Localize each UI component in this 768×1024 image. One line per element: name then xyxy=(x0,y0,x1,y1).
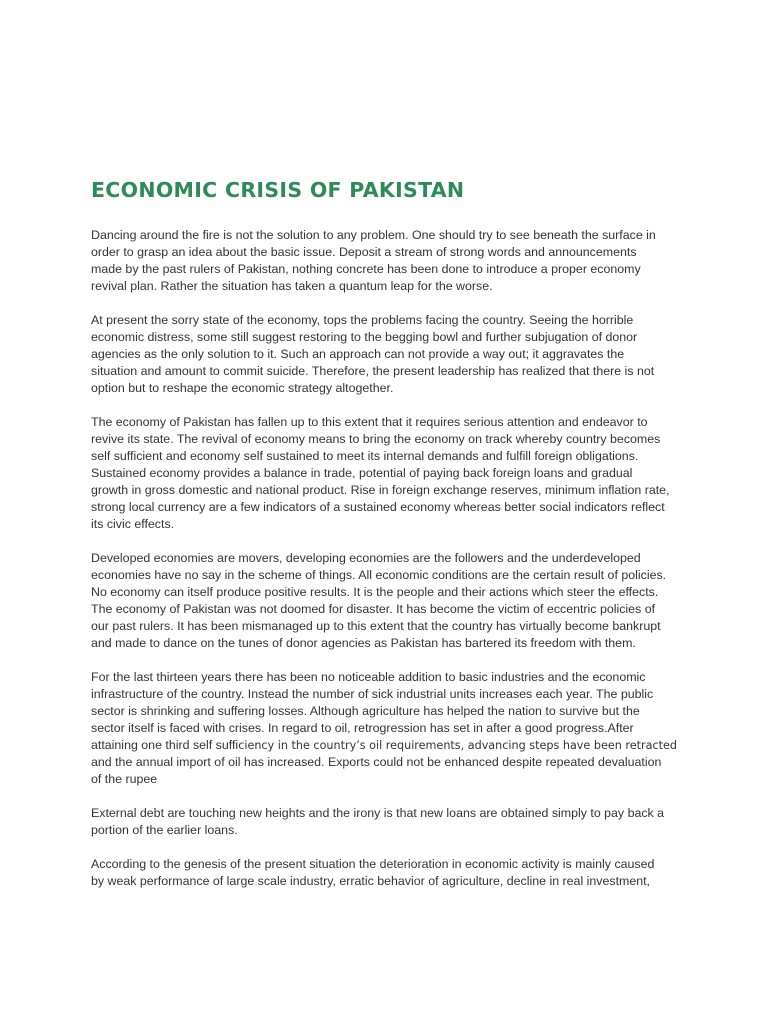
paragraph-2 xyxy=(91,312,681,397)
paragraph-7 xyxy=(91,856,681,890)
text-line: self sufficient and economy self sustained to meet its internal demands and fulfill foreign obligations. xyxy=(91,449,639,463)
text-line-mixed-font xyxy=(91,737,681,754)
document-title: ECONOMIC CRISIS OF PAKISTAN xyxy=(91,178,465,202)
text-line: strong local currency are a few indicators of a sustained economy whereas better social indicators reflect xyxy=(91,500,665,514)
text-line: No economy can itself produce positive results. It is the people and their actions which steer the effects. xyxy=(91,585,659,599)
text-line: our past rulers. It has been mismanaged up to this extent that the country has virtually become bankrupt xyxy=(91,619,661,633)
text-segment: attaining one third self suffi xyxy=(91,738,239,752)
text-line: by weak performance of large scale industry, erratic behavior of agriculture, decline in real investment, xyxy=(91,874,650,888)
text-line: At present the sorry state of the economy, tops the problems facing the country. Seeing the horrible xyxy=(91,313,634,327)
text-line: Dancing around the fire is not the solution to any problem. One should try to see beneath the surface in xyxy=(91,228,656,242)
text-line: Sustained economy provides a balance in trade, potential of paying back foreign loans and gradual xyxy=(91,466,633,480)
text-line: situation and amount to commit suicide. Therefore, the present leadership has realized that there is not xyxy=(91,364,655,378)
text-segment-alt-font: ciency in the country’s oil requirements, advancing steps have been retracted xyxy=(238,739,677,752)
text-line: growth in gross domestic and national product. Rise in foreign exchange reserves, minimum inflation rate, xyxy=(91,483,670,497)
paragraph-4 xyxy=(91,550,681,652)
text-line: infrastructure of the country. Instead the number of sick industrial units increases each year. The public xyxy=(91,687,654,701)
text-line: and made to dance on the tunes of donor agencies as Pakistan has bartered its freedom with them. xyxy=(91,636,636,650)
text-line: order to grasp an idea about the basic issue. Deposit a stream of strong words and announcements xyxy=(91,245,637,259)
text-line: its civic effects. xyxy=(91,517,175,531)
text-line: economic distress, some still suggest restoring to the begging bowl and further subjugation of donor xyxy=(91,330,638,344)
text-line: revival plan. Rather the situation has taken a quantum leap for the worse. xyxy=(91,279,493,293)
document-body xyxy=(91,227,681,907)
text-line: External debt are touching new heights and the irony is that new loans are obtained simply to pay back a xyxy=(91,806,665,820)
text-line: For the last thirteen years there has been no noticeable addition to basic industries and the economic xyxy=(91,670,646,684)
paragraph-1 xyxy=(91,227,681,295)
text-line: option but to reshape the economic strategy altogether. xyxy=(91,381,394,395)
paragraph-3 xyxy=(91,414,681,533)
text-line: Developed economies are movers, developing economies are the followers and the underdeveloped xyxy=(91,551,641,565)
text-line: sector is shrinking and suffering losses. Although agriculture has helped the nation to survive but the xyxy=(91,704,640,718)
paragraph-5 xyxy=(91,669,681,788)
text-line: of the rupee xyxy=(91,772,158,786)
text-line: The economy of Pakistan has fallen up to this extent that it requires serious attention and endeavor to xyxy=(91,415,648,429)
text-line: According to the genesis of the present situation the deterioration in economic activity is mainly caused xyxy=(91,857,655,871)
text-line: and the annual import of oil has increased. Exports could not be enhanced despite repeated devaluation xyxy=(91,755,662,769)
paragraph-6 xyxy=(91,805,681,839)
text-line: portion of the earlier loans. xyxy=(91,823,238,837)
text-line: agencies as the only solution to it. Such an approach can not provide a way out; it aggravates the xyxy=(91,347,625,361)
text-line: sector itself is faced with crises. In regard to oil, retrogression has set in after a good progress.After xyxy=(91,721,634,735)
text-line: revive its state. The revival of economy means to bring the economy on track whereby country becomes xyxy=(91,432,661,446)
text-line: economies have no say in the scheme of things. All economic conditions are the certain result of policies. xyxy=(91,568,667,582)
text-line: The economy of Pakistan was not doomed for disaster. It has become the victim of eccentric policies of xyxy=(91,602,656,616)
text-line: made by the past rulers of Pakistan, nothing concrete has been done to introduce a proper economy xyxy=(91,262,641,276)
